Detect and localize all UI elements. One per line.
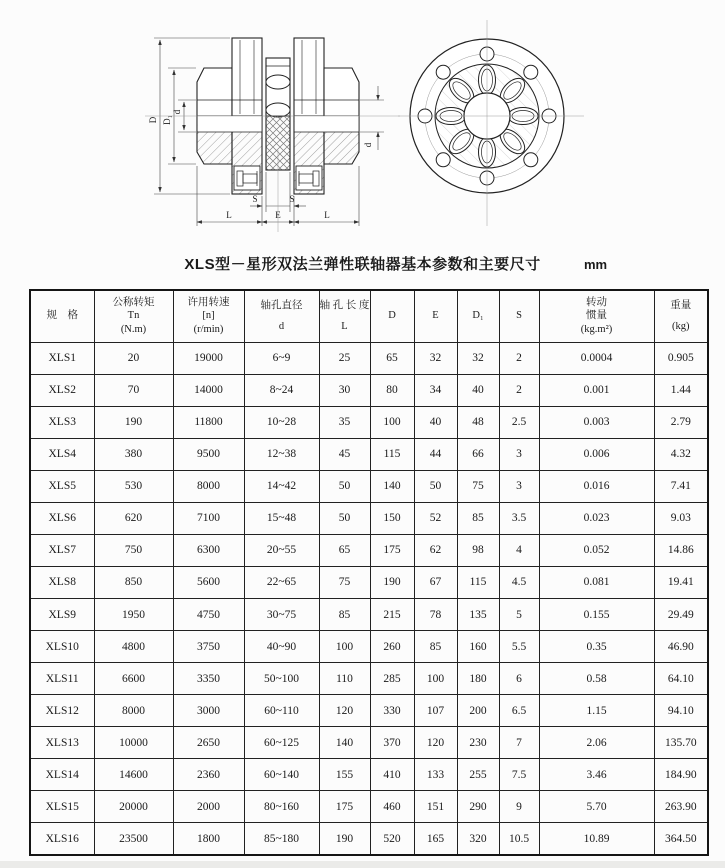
dim-label-E: E bbox=[275, 210, 281, 220]
table-cell: 60~110 bbox=[244, 695, 319, 727]
column-header-line: (kg) bbox=[672, 320, 690, 332]
column-header-line: S bbox=[516, 310, 522, 322]
table-cell: 40 bbox=[414, 406, 457, 438]
table-cell: 8000 bbox=[94, 695, 173, 727]
table-row bbox=[30, 374, 708, 406]
table-cell: 0.58 bbox=[539, 663, 654, 695]
table-cell: 52 bbox=[414, 502, 457, 534]
table-cell: 62 bbox=[414, 534, 457, 566]
table-cell: 0.003 bbox=[539, 406, 654, 438]
table-cell: 6600 bbox=[94, 663, 173, 695]
table-cell: 23500 bbox=[94, 823, 173, 855]
table-cell: 48 bbox=[457, 406, 499, 438]
column-header-bore bbox=[244, 290, 319, 342]
table-cell: 2.79 bbox=[654, 406, 708, 438]
table-cell: 29.49 bbox=[654, 599, 708, 631]
table-cell: 0.35 bbox=[539, 631, 654, 663]
table-cell: 3000 bbox=[173, 695, 244, 727]
table-cell: 200 bbox=[457, 695, 499, 727]
table-header bbox=[30, 290, 708, 342]
spec-cell: XLS3 bbox=[30, 406, 94, 438]
table-cell: 180 bbox=[457, 663, 499, 695]
spec-cell: XLS7 bbox=[30, 534, 94, 566]
table-cell: 0.023 bbox=[539, 502, 654, 534]
table-cell: 8~24 bbox=[244, 374, 319, 406]
spec-cell: XLS1 bbox=[30, 342, 94, 374]
table-cell: 5.70 bbox=[539, 791, 654, 823]
table-cell: 7.5 bbox=[499, 759, 539, 791]
table-cell: 75 bbox=[319, 566, 370, 598]
table-cell: 50 bbox=[319, 470, 370, 502]
table-cell: 120 bbox=[319, 695, 370, 727]
table-row bbox=[30, 759, 708, 791]
table-cell: 65 bbox=[370, 342, 414, 374]
table-cell: 380 bbox=[94, 438, 173, 470]
spec-cell: XLS13 bbox=[30, 727, 94, 759]
table-cell: 115 bbox=[370, 438, 414, 470]
table-cell: 50 bbox=[414, 470, 457, 502]
column-header-line: 重量 bbox=[670, 300, 692, 312]
table-cell: 0.016 bbox=[539, 470, 654, 502]
table-cell: 60~125 bbox=[244, 727, 319, 759]
table-row bbox=[30, 502, 708, 534]
table-cell: 0.0004 bbox=[539, 342, 654, 374]
table-cell: 15~48 bbox=[244, 502, 319, 534]
table-cell: 4.5 bbox=[499, 566, 539, 598]
column-header-weight bbox=[654, 290, 708, 342]
table-cell: 0.081 bbox=[539, 566, 654, 598]
table-cell: 25 bbox=[319, 342, 370, 374]
table-cell: 85~180 bbox=[244, 823, 319, 855]
table-row bbox=[30, 727, 708, 759]
table-cell: 10.5 bbox=[499, 823, 539, 855]
table-row bbox=[30, 438, 708, 470]
table-cell: 85 bbox=[414, 631, 457, 663]
table-cell: 3750 bbox=[173, 631, 244, 663]
table-body bbox=[30, 342, 708, 855]
table-cell: 100 bbox=[319, 631, 370, 663]
table-cell: 11800 bbox=[173, 406, 244, 438]
table-cell: 10~28 bbox=[244, 406, 319, 438]
table-cell: 1950 bbox=[94, 599, 173, 631]
table-cell: 620 bbox=[94, 502, 173, 534]
table-cell: 32 bbox=[414, 342, 457, 374]
table-cell: 750 bbox=[94, 534, 173, 566]
coupling-technical-drawing bbox=[0, 0, 725, 250]
table-cell: 98 bbox=[457, 534, 499, 566]
table-cell: 165 bbox=[414, 823, 457, 855]
table-cell: 46.90 bbox=[654, 631, 708, 663]
column-header-line: 轴孔直径 bbox=[260, 300, 303, 312]
column-header-line: (r/min) bbox=[193, 324, 224, 336]
table-cell: 330 bbox=[370, 695, 414, 727]
table-cell: 3 bbox=[499, 438, 539, 470]
table-cell: 2 bbox=[499, 374, 539, 406]
column-header-E bbox=[414, 290, 457, 342]
table-row bbox=[30, 791, 708, 823]
table-cell: 9500 bbox=[173, 438, 244, 470]
table-cell: 7 bbox=[499, 727, 539, 759]
dim-label-D: D bbox=[148, 116, 158, 124]
column-header-torque bbox=[94, 290, 173, 342]
table-cell: 14~42 bbox=[244, 470, 319, 502]
table-cell: 85 bbox=[457, 502, 499, 534]
table-cell: 22~65 bbox=[244, 566, 319, 598]
table-cell: 4.32 bbox=[654, 438, 708, 470]
table-cell: 140 bbox=[370, 470, 414, 502]
table-cell: 135 bbox=[457, 599, 499, 631]
table-cell: 14600 bbox=[94, 759, 173, 791]
table-row bbox=[30, 470, 708, 502]
table-cell: 0.006 bbox=[539, 438, 654, 470]
dim-label-D1: D₁ bbox=[162, 115, 172, 125]
table-cell: 135.70 bbox=[654, 727, 708, 759]
unit-label: mm bbox=[584, 257, 608, 272]
table-cell: 50~100 bbox=[244, 663, 319, 695]
table-row bbox=[30, 631, 708, 663]
table-cell: 20 bbox=[94, 342, 173, 374]
table-cell: 3350 bbox=[173, 663, 244, 695]
table-cell: 151 bbox=[414, 791, 457, 823]
table-cell: 32 bbox=[457, 342, 499, 374]
table-cell: 320 bbox=[457, 823, 499, 855]
column-header-spec bbox=[30, 290, 94, 342]
table-cell: 364.50 bbox=[654, 823, 708, 855]
table-cell: 1800 bbox=[173, 823, 244, 855]
table-cell: 0.155 bbox=[539, 599, 654, 631]
table-cell: 4750 bbox=[173, 599, 244, 631]
table-cell: 263.90 bbox=[654, 791, 708, 823]
table-cell: 215 bbox=[370, 599, 414, 631]
column-header-line: 公称转矩 bbox=[112, 296, 155, 308]
column-header-line: Tn bbox=[127, 310, 140, 322]
column-header-line: E bbox=[432, 310, 439, 322]
table-cell: 65 bbox=[319, 534, 370, 566]
column-header-line: D bbox=[388, 310, 396, 322]
dim-label-S-right: S bbox=[289, 194, 295, 204]
table-cell: 6300 bbox=[173, 534, 244, 566]
table-cell: 80 bbox=[370, 374, 414, 406]
table-cell: 190 bbox=[370, 566, 414, 598]
table-cell: 6~9 bbox=[244, 342, 319, 374]
table-cell: 370 bbox=[370, 727, 414, 759]
dim-label-d-left: d bbox=[172, 109, 182, 115]
table-cell: 35 bbox=[319, 406, 370, 438]
parameters-table bbox=[29, 289, 709, 856]
table-cell: 133 bbox=[414, 759, 457, 791]
table-cell: 5 bbox=[499, 599, 539, 631]
table-row bbox=[30, 342, 708, 374]
table-cell: 530 bbox=[94, 470, 173, 502]
table-cell: 20~55 bbox=[244, 534, 319, 566]
column-header-line: [n] bbox=[202, 310, 215, 322]
table-cell: 3.46 bbox=[539, 759, 654, 791]
table-cell: 20000 bbox=[94, 791, 173, 823]
column-header-line: 惯量 bbox=[586, 310, 607, 322]
spec-cell: XLS10 bbox=[30, 631, 94, 663]
table-cell: 100 bbox=[414, 663, 457, 695]
page-title: XLS型－星形双法兰弹性联轴器基本参数和主要尺寸 bbox=[184, 256, 541, 273]
table-header-row bbox=[30, 290, 708, 342]
table-cell: 30~75 bbox=[244, 599, 319, 631]
table-cell: 8000 bbox=[173, 470, 244, 502]
table-cell: 2.06 bbox=[539, 727, 654, 759]
table-cell: 290 bbox=[457, 791, 499, 823]
table-cell: 9.03 bbox=[654, 502, 708, 534]
table-cell: 1.15 bbox=[539, 695, 654, 727]
table-row bbox=[30, 663, 708, 695]
spec-cell: XLS9 bbox=[30, 599, 94, 631]
table-row bbox=[30, 566, 708, 598]
table-cell: 14.86 bbox=[654, 534, 708, 566]
table-cell: 70 bbox=[94, 374, 173, 406]
table-cell: 5.5 bbox=[499, 631, 539, 663]
table-cell: 12~38 bbox=[244, 438, 319, 470]
column-header-D1 bbox=[457, 290, 499, 342]
table-cell: 2 bbox=[499, 342, 539, 374]
table-cell: 66 bbox=[457, 438, 499, 470]
table-cell: 7.41 bbox=[654, 470, 708, 502]
table-cell: 2000 bbox=[173, 791, 244, 823]
table-cell: 9 bbox=[499, 791, 539, 823]
table-cell: 0.001 bbox=[539, 374, 654, 406]
table-cell: 255 bbox=[457, 759, 499, 791]
table-cell: 850 bbox=[94, 566, 173, 598]
table-cell: 10.89 bbox=[539, 823, 654, 855]
column-header-S bbox=[499, 290, 539, 342]
table-cell: 7100 bbox=[173, 502, 244, 534]
table-row bbox=[30, 599, 708, 631]
table-cell: 30 bbox=[319, 374, 370, 406]
table-cell: 60~140 bbox=[244, 759, 319, 791]
table-cell: 1.44 bbox=[654, 374, 708, 406]
table-cell: 155 bbox=[319, 759, 370, 791]
table-row bbox=[30, 695, 708, 727]
table-cell: 110 bbox=[319, 663, 370, 695]
table-cell: 140 bbox=[319, 727, 370, 759]
table-cell: 150 bbox=[370, 502, 414, 534]
column-header-line: 许用转速 bbox=[187, 296, 230, 308]
column-header-line: (kg.m²) bbox=[580, 324, 613, 336]
table-cell: 19000 bbox=[173, 342, 244, 374]
table-cell: 285 bbox=[370, 663, 414, 695]
column-header-speed bbox=[173, 290, 244, 342]
table-cell: 40~90 bbox=[244, 631, 319, 663]
table-cell: 3.5 bbox=[499, 502, 539, 534]
table-cell: 2.5 bbox=[499, 406, 539, 438]
spec-cell: XLS15 bbox=[30, 791, 94, 823]
column-header-line: D₁ bbox=[472, 310, 484, 322]
table-row bbox=[30, 534, 708, 566]
table-row bbox=[30, 406, 708, 438]
table-cell: 67 bbox=[414, 566, 457, 598]
spec-cell: XLS2 bbox=[30, 374, 94, 406]
column-header-inertia bbox=[539, 290, 654, 342]
column-header-line: 转动 bbox=[586, 296, 607, 308]
column-header-D bbox=[370, 290, 414, 342]
table-cell: 2650 bbox=[173, 727, 244, 759]
table-cell: 4800 bbox=[94, 631, 173, 663]
table-cell: 107 bbox=[414, 695, 457, 727]
table-cell: 3 bbox=[499, 470, 539, 502]
table-cell: 64.10 bbox=[654, 663, 708, 695]
table-cell: 120 bbox=[414, 727, 457, 759]
table-row bbox=[30, 823, 708, 855]
table-cell: 85 bbox=[319, 599, 370, 631]
spec-cell: XLS6 bbox=[30, 502, 94, 534]
dim-label-L-left: L bbox=[226, 210, 232, 220]
table-cell: 40 bbox=[457, 374, 499, 406]
spec-cell: XLS8 bbox=[30, 566, 94, 598]
column-header-length bbox=[319, 290, 370, 342]
spec-cell: XLS12 bbox=[30, 695, 94, 727]
spec-cell: XLS5 bbox=[30, 470, 94, 502]
table-cell: 44 bbox=[414, 438, 457, 470]
table-cell: 94.10 bbox=[654, 695, 708, 727]
table-cell: 190 bbox=[319, 823, 370, 855]
spec-cell: XLS16 bbox=[30, 823, 94, 855]
table-cell: 175 bbox=[319, 791, 370, 823]
column-header-line: L bbox=[341, 320, 348, 332]
table-cell: 460 bbox=[370, 791, 414, 823]
column-header-line: d bbox=[278, 320, 285, 332]
spec-cell: XLS4 bbox=[30, 438, 94, 470]
table-cell: 190 bbox=[94, 406, 173, 438]
spec-cell: XLS14 bbox=[30, 759, 94, 791]
table-cell: 19.41 bbox=[654, 566, 708, 598]
table-cell: 78 bbox=[414, 599, 457, 631]
table-cell: 260 bbox=[370, 631, 414, 663]
spec-cell: XLS11 bbox=[30, 663, 94, 695]
table-cell: 45 bbox=[319, 438, 370, 470]
table-cell: 2360 bbox=[173, 759, 244, 791]
table-cell: 75 bbox=[457, 470, 499, 502]
table-cell: 410 bbox=[370, 759, 414, 791]
table-cell: 34 bbox=[414, 374, 457, 406]
table-cell: 6 bbox=[499, 663, 539, 695]
dim-label-S-left: S bbox=[252, 194, 258, 204]
table-cell: 80~160 bbox=[244, 791, 319, 823]
table-cell: 175 bbox=[370, 534, 414, 566]
column-header-line: (N.m) bbox=[120, 324, 147, 336]
dim-label-L-right: L bbox=[324, 210, 330, 220]
table-cell: 230 bbox=[457, 727, 499, 759]
table-cell: 160 bbox=[457, 631, 499, 663]
table-cell: 4 bbox=[499, 534, 539, 566]
table-cell: 6.5 bbox=[499, 695, 539, 727]
table-cell: 100 bbox=[370, 406, 414, 438]
table-cell: 14000 bbox=[173, 374, 244, 406]
column-header-line: 规 格 bbox=[46, 310, 78, 322]
table-cell: 10000 bbox=[94, 727, 173, 759]
table-cell: 115 bbox=[457, 566, 499, 598]
table-cell: 0.905 bbox=[654, 342, 708, 374]
table-cell: 184.90 bbox=[654, 759, 708, 791]
table-cell: 0.052 bbox=[539, 534, 654, 566]
table-cell: 5600 bbox=[173, 566, 244, 598]
table-cell: 50 bbox=[319, 502, 370, 534]
column-header-line: 轴 孔 长 度 bbox=[319, 300, 370, 312]
page-bottom-edge bbox=[0, 861, 725, 868]
table-cell: 520 bbox=[370, 823, 414, 855]
dim-label-d-right: d bbox=[363, 142, 373, 148]
